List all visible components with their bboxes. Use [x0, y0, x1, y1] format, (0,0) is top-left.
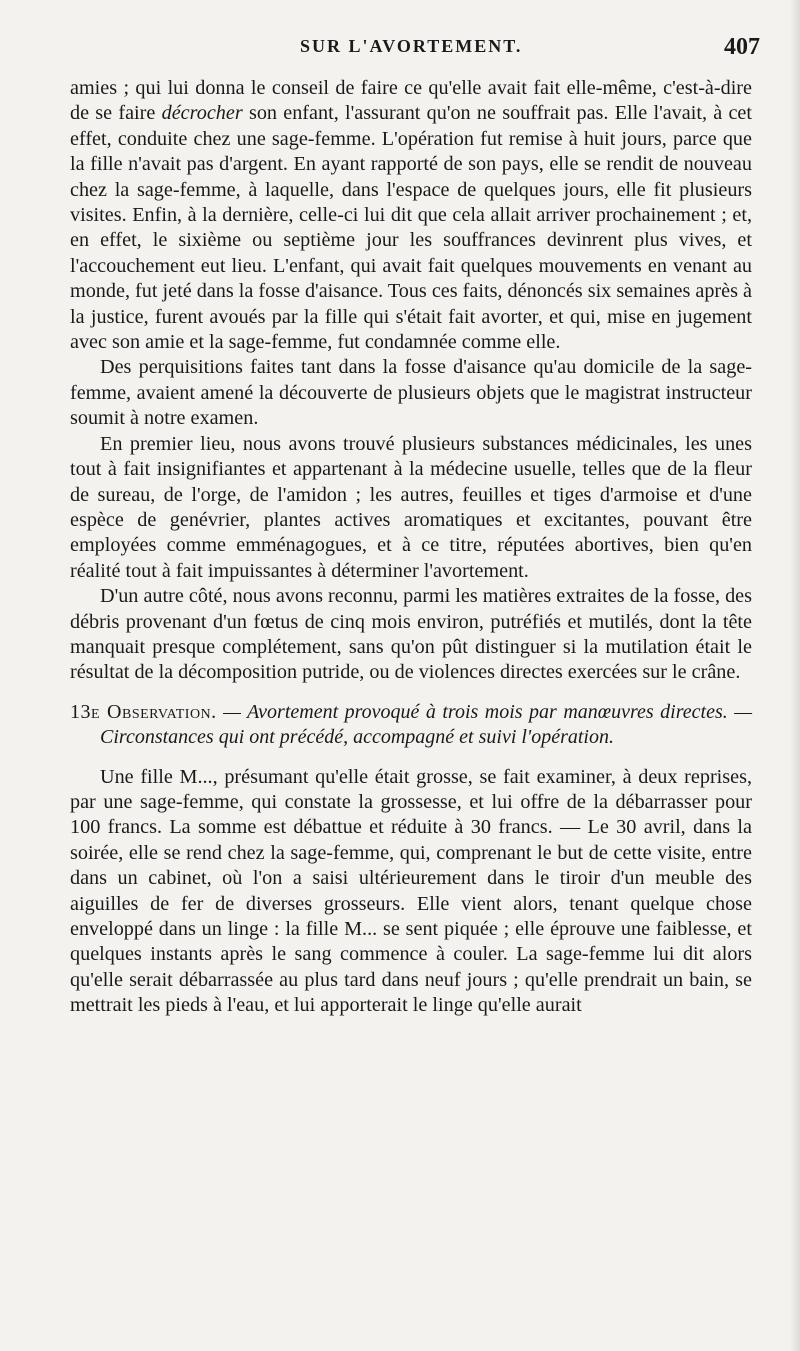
- paragraph-2: Des perquisitions faites tant dans la fosse d'aisance qu'au domicile de la sage-femme, avaient amené la découverte de plusieurs objets que le magistrat instructeur soumit à notre examen.: [70, 356, 752, 430]
- observation-heading: [70, 700, 752, 751]
- observation-title: — Avortement provoqué à trois mois par manœuvres directes. — Circonstances qui ont précédé, accompagné et suivi l'opération.: [100, 700, 752, 749]
- running-head: SUR L'AVORTEMENT.: [300, 36, 523, 56]
- emphasis-decrocher: décrocher: [161, 102, 243, 125]
- paragraph-4: D'un autre côté, nous avons reconnu, parmi les matières extraites de la fosse, des débris provenant d'un fœtus de cinq mois environ, putréfiés et mutilés, dont la tête manquait presque complétement, sans qu'on pût distinguer si la mutilation était le résultat de la décomposition putride, ou de violences directes exercées sur le crâne.: [70, 585, 752, 684]
- paragraph-3: En premier lieu, nous avons trouvé plusieurs substances médicinales, les unes tout à fait insignifiantes et appartenant à la médecine usuelle, telles que de la fleur de sureau, de l'orge, de l'amidon ; les autres, feuilles et tiges d'armoise et d'une espèce de genévrier, plantes actives aromatiques et excitantes, pouvant être employées comme emménagogues, et à ce titre, réputées abortives, bien qu'en réalité tout à fait impuissantes à déterminer l'avortement.: [70, 432, 752, 582]
- scan-edge-shadow: [790, 0, 800, 1351]
- paragraph-5: Une fille M..., présumant qu'elle était grosse, se fait examiner, à deux reprises, par une sage-femme, qui constate la grossesse, et lui offre de la débarrasser pour 100 francs. La somme est débattue et réduite à 30 francs. — Le 30 avril, dans la soirée, elle se rend chez la sage-femme, qui, comprenant le but de cette visite, entre dans un cabinet, où l'on a saisi ultérieurement dans le tiroir d'un meuble des aiguilles de fer de diverses grosseurs. Elle vient alors, tenant quelque chose enveloppé dans un linge : la fille M... se sent piquée ; elle éprouve une faiblesse, et quelques instants après le sang commence à couler. La sage-femme lui dit alors qu'elle serait débarrassée au plus tard dans neuf jours ; qu'elle prendrait un bain, se mettrait les pieds à l'eau, et lui apporterait le linge qu'elle aurait: [70, 765, 752, 1017]
- observation-label: 13e Observation.: [70, 700, 217, 723]
- page-number: 407: [724, 34, 760, 60]
- page-header: [72, 36, 760, 76]
- paragraph-1-text-a: amies ; qui lui donna le conseil de faire ce qu'elle avait fait elle-même, c'est-à-dire de se faire: [70, 77, 752, 125]
- page-body: [70, 76, 752, 1019]
- paragraph-1: [70, 76, 752, 355]
- paragraph-1-text-b: son enfant, l'assurant qu'on ne souffrait pas. Elle l'avait, à cet effet, conduite chez une sage-femme. L'opération fut remise à huit jours, parce que la fille n'avait pas d'argent. En ayant rapporté de son pays, elle se rendit de nouveau chez la sage-femme, à laquelle, dans l'espace de quelques jours, elle fit plusieurs visites. Enfin, à la dernière, celle-ci lui dit que cela allait arriver prochainement ; et, en effet, le sixième ou septième jour les souffrances devinrent plus vives, et l'accouchement eut lieu. L'enfant, qui avait fait quelques mouvements en venant au monde, fut jeté dans la fosse d'aisance. Tous ces faits, dénoncés six semaines après à la justice, furent avoués par la fille qui s'était fait avorter, et qui, mise en jugement avec son amie et la sage-femme, fut condamnée comme elle.: [70, 102, 752, 354]
